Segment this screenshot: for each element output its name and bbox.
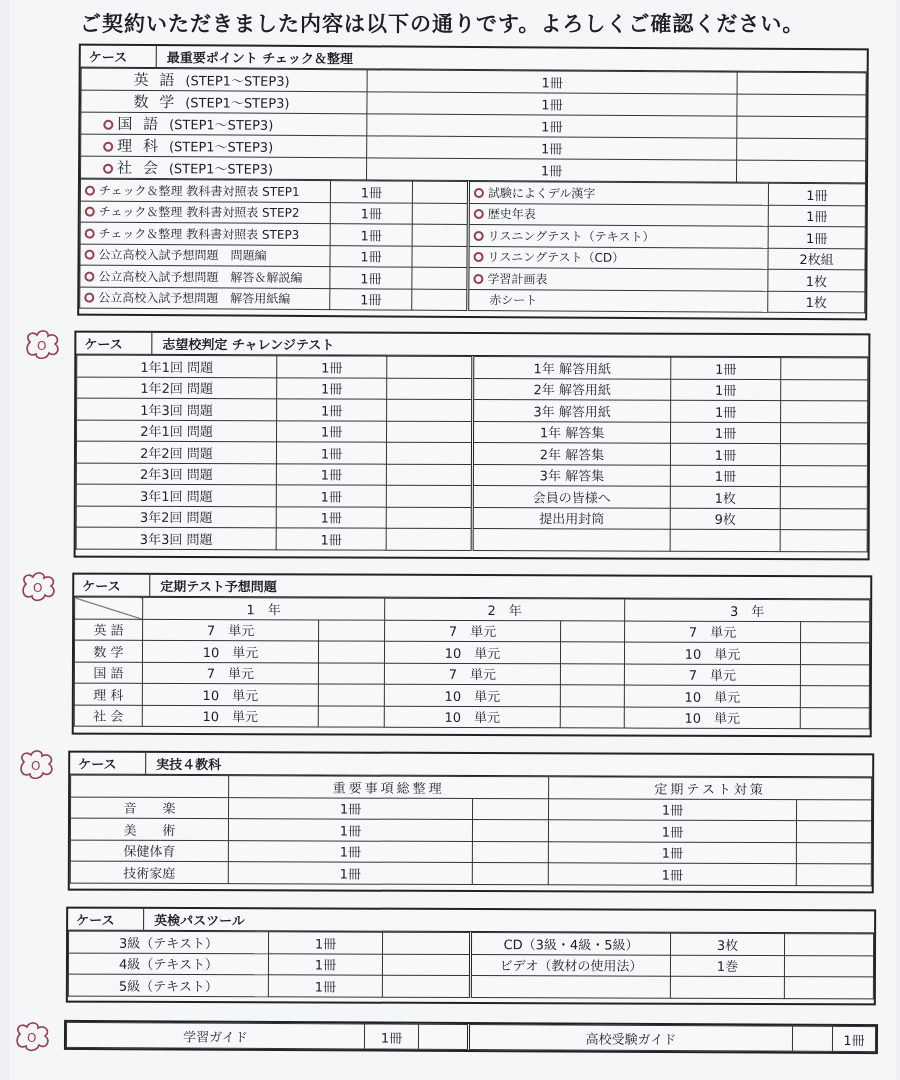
item-label: 5級（テキスト） bbox=[68, 974, 268, 996]
unit-count: 7 単元 bbox=[625, 621, 801, 643]
item-qty: 3枚 bbox=[671, 933, 785, 955]
item-qty: 1枚 bbox=[768, 291, 865, 313]
item-row bbox=[68, 953, 873, 977]
blank-cell bbox=[386, 507, 472, 529]
blank-cell bbox=[800, 664, 869, 686]
check-circle-icon bbox=[84, 271, 94, 281]
check-circle-icon bbox=[85, 185, 95, 195]
subject-name: 数 学 bbox=[133, 92, 178, 112]
test-qty: 1冊 bbox=[276, 463, 386, 485]
subject-row bbox=[74, 705, 869, 729]
test-label: 1年 解答集 bbox=[473, 421, 671, 443]
test-row bbox=[77, 398, 868, 422]
subject-name: 国 語 bbox=[74, 662, 142, 684]
unit-count: 7 単元 bbox=[384, 663, 560, 685]
flower-doodle-icon bbox=[22, 328, 64, 362]
test-label: 提出用封筒 bbox=[472, 507, 670, 529]
item-qty: 1冊 bbox=[330, 245, 412, 267]
blank-cell bbox=[412, 267, 468, 289]
blank-cell bbox=[473, 798, 549, 820]
item-qty: 1巻 bbox=[670, 955, 784, 977]
item-qty: 1冊 bbox=[330, 288, 412, 310]
test-qty: 1冊 bbox=[671, 422, 781, 444]
case-2-header bbox=[76, 333, 868, 358]
case-1-subject-table bbox=[80, 68, 867, 184]
test-label: 1年1回 問題 bbox=[77, 355, 277, 377]
item-qty: 1冊 bbox=[548, 841, 796, 863]
test-label: 1年 解答用紙 bbox=[473, 357, 671, 379]
flower-doodle-icon bbox=[18, 570, 60, 604]
subject-qty: 1冊 bbox=[367, 158, 737, 182]
item-label bbox=[80, 201, 330, 224]
unit-count: 10 単元 bbox=[624, 707, 800, 729]
test-qty: 1冊 bbox=[277, 420, 387, 442]
column-header-row bbox=[71, 775, 872, 799]
item-label bbox=[468, 289, 768, 312]
subject-name: 理 科 bbox=[117, 136, 162, 156]
test-row bbox=[76, 441, 867, 465]
subject-row bbox=[74, 662, 869, 686]
test-qty: 1冊 bbox=[670, 465, 780, 487]
case-label: ケース bbox=[81, 46, 157, 67]
blank-cell bbox=[781, 379, 868, 401]
svg-text:O: O bbox=[33, 581, 43, 595]
check-circle-icon bbox=[85, 250, 95, 260]
unit-count: 10 単元 bbox=[624, 642, 800, 664]
item-qty: 1冊 bbox=[768, 183, 865, 205]
guide-table bbox=[66, 1022, 876, 1052]
subject-cell bbox=[81, 134, 367, 158]
blank-cell bbox=[319, 619, 385, 641]
case-2-section bbox=[74, 331, 871, 561]
subject-range: (STEP1～STEP3) bbox=[185, 74, 290, 90]
blank-cell bbox=[737, 116, 866, 139]
case-5-section bbox=[66, 907, 876, 1006]
item-qty: 1冊 bbox=[330, 202, 412, 224]
subject-row bbox=[70, 861, 871, 885]
study-guide-qty: 1冊 bbox=[364, 1024, 418, 1049]
item-qty: 1冊 bbox=[229, 797, 473, 819]
item-label bbox=[80, 179, 330, 202]
subject-cell bbox=[81, 112, 367, 136]
case-1-item-table bbox=[79, 179, 866, 314]
item-qty: 1冊 bbox=[228, 862, 472, 884]
check-circle-icon bbox=[473, 274, 483, 284]
subject-name: 技術家庭 bbox=[70, 861, 228, 883]
subject-qty: 1冊 bbox=[367, 92, 737, 116]
test-label: 1年3回 問題 bbox=[77, 398, 277, 420]
item-qty: 1枚 bbox=[768, 269, 865, 291]
blank-cell bbox=[780, 530, 867, 552]
check-circle-icon bbox=[103, 120, 113, 130]
test-label: 2年2回 問題 bbox=[76, 441, 276, 463]
test-label: 会員の皆様へ bbox=[472, 486, 670, 508]
exam-guide-label: 高校受験ガイド bbox=[468, 1024, 792, 1051]
blank-cell bbox=[737, 72, 866, 95]
item-qty: 1冊 bbox=[548, 863, 796, 885]
item-text: リスニングテスト（CD） bbox=[487, 250, 625, 266]
item-row bbox=[69, 931, 874, 955]
unit-count: 10 単元 bbox=[142, 705, 318, 727]
item-qty: 2枚組 bbox=[768, 248, 865, 270]
column-header: 定期テスト対策 bbox=[549, 777, 872, 800]
test-qty: 1枚 bbox=[670, 486, 780, 508]
guide-row bbox=[64, 1020, 878, 1054]
case-label: ケース bbox=[68, 909, 144, 930]
blank-cell bbox=[560, 642, 624, 664]
blank-cell bbox=[412, 246, 468, 268]
item-qty: 1冊 bbox=[330, 224, 412, 246]
blank-cell bbox=[796, 864, 871, 886]
subject-qty: 1冊 bbox=[367, 70, 737, 94]
subject-name: 社 会 bbox=[74, 705, 142, 727]
unit-count: 7 単元 bbox=[624, 664, 800, 686]
test-qty: 1冊 bbox=[276, 506, 386, 528]
item-label: 4級（テキスト） bbox=[68, 953, 268, 975]
check-circle-icon bbox=[474, 231, 484, 241]
case-2-table bbox=[76, 355, 869, 552]
column-header: 重要事項総整理 bbox=[229, 776, 549, 799]
blank-cell bbox=[560, 663, 624, 685]
svg-text:O: O bbox=[31, 759, 41, 773]
subject-qty: 1冊 bbox=[367, 136, 737, 160]
blank-cell bbox=[801, 621, 870, 643]
item-label: ビデオ（教材の使用法） bbox=[470, 954, 670, 976]
item-label bbox=[468, 246, 768, 269]
subject-name: 英 語 bbox=[133, 70, 178, 90]
item-qty: 1冊 bbox=[228, 819, 472, 841]
item-label bbox=[468, 203, 768, 226]
unit-count: 10 単元 bbox=[384, 684, 560, 706]
blank-cell bbox=[797, 799, 872, 821]
item-label bbox=[468, 267, 768, 290]
unit-count: 10 単元 bbox=[384, 706, 560, 728]
test-row bbox=[77, 377, 868, 401]
blank-cell bbox=[318, 705, 384, 727]
item-text: 試験によくデル漢字 bbox=[487, 185, 596, 201]
case-label: ケース bbox=[74, 575, 150, 596]
blank-cell bbox=[383, 932, 471, 954]
blank-cell bbox=[800, 686, 869, 708]
blank-cell bbox=[472, 863, 548, 885]
item-label bbox=[468, 224, 768, 247]
test-label: 3年2回 問題 bbox=[76, 506, 276, 528]
item-text: チェック＆整理 教科書対照表 STEP3 bbox=[98, 226, 300, 242]
blank-cell bbox=[784, 955, 873, 977]
blank-cell bbox=[796, 842, 871, 864]
flower-doodle-icon bbox=[12, 1020, 54, 1054]
test-row bbox=[77, 420, 868, 444]
item-text: リスニングテスト（テキスト） bbox=[487, 228, 655, 244]
flower-doodle-icon bbox=[16, 748, 58, 782]
subject-range: (STEP1～STEP3) bbox=[168, 140, 274, 156]
test-label: 3年1回 問題 bbox=[76, 484, 276, 506]
svg-text:O: O bbox=[37, 339, 47, 353]
blank-cell bbox=[785, 934, 874, 956]
item-label bbox=[470, 975, 670, 997]
blank-cell bbox=[412, 289, 468, 311]
check-circle-icon bbox=[85, 207, 95, 217]
test-label: 3年 解答用紙 bbox=[473, 400, 671, 422]
blank-cell bbox=[71, 775, 229, 797]
case-5-table bbox=[68, 931, 874, 999]
test-qty: 1冊 bbox=[277, 377, 387, 399]
test-qty: 1冊 bbox=[276, 442, 386, 464]
item-row bbox=[80, 287, 865, 313]
unit-count: 10 単元 bbox=[624, 685, 800, 707]
blank-cell bbox=[412, 203, 468, 225]
case-3-header bbox=[74, 575, 870, 600]
blank-cell bbox=[472, 820, 548, 842]
subject-range: (STEP1～STEP3) bbox=[168, 162, 274, 178]
case-3-section bbox=[72, 573, 873, 738]
subject-range: (STEP1～STEP3) bbox=[185, 96, 290, 112]
case-5-header bbox=[68, 909, 874, 934]
case-5-title: 英検パスツール bbox=[154, 913, 245, 930]
diagonal-corner-cell bbox=[75, 597, 143, 619]
blank-cell bbox=[737, 160, 866, 183]
item-qty: 1冊 bbox=[548, 820, 796, 842]
subject-cell bbox=[81, 90, 367, 114]
year-header: 2 年 bbox=[385, 598, 625, 620]
blank-cell bbox=[781, 401, 868, 423]
test-qty: 1冊 bbox=[277, 399, 387, 421]
blank-cell bbox=[387, 421, 473, 443]
case-4-header bbox=[70, 753, 872, 778]
blank-cell bbox=[780, 508, 867, 530]
test-qty bbox=[670, 529, 780, 551]
blank-cell bbox=[560, 706, 624, 728]
item-qty: 1冊 bbox=[268, 975, 382, 997]
case-3-title: 定期テスト予想問題 bbox=[160, 579, 277, 596]
study-guide-label: 学習ガイド bbox=[66, 1022, 364, 1049]
case-4-title: 実技４教科 bbox=[156, 757, 222, 774]
item-qty: 1冊 bbox=[330, 267, 412, 289]
blank-cell bbox=[780, 487, 867, 509]
case-label: ケース bbox=[76, 333, 152, 354]
blank-cell bbox=[800, 643, 869, 665]
test-label bbox=[472, 529, 670, 551]
item-qty: 1冊 bbox=[330, 181, 412, 203]
item-label bbox=[80, 287, 330, 310]
unit-count: 7 単元 bbox=[142, 662, 318, 684]
test-qty: 1冊 bbox=[277, 356, 387, 378]
item-text: 公立高校入試予想問題 解答＆解説編 bbox=[98, 269, 303, 285]
blank-cell bbox=[382, 975, 470, 997]
item-text: 公立高校入試予想問題 解答用紙編 bbox=[98, 290, 291, 307]
item-text: 学習計画表 bbox=[487, 271, 548, 287]
item-qty: 1冊 bbox=[269, 932, 383, 954]
item-text: 公立高校入試予想問題 問題編 bbox=[98, 247, 267, 263]
check-circle-icon bbox=[103, 164, 113, 174]
item-label: CD（3級・4級・5級） bbox=[471, 932, 671, 954]
blank-cell bbox=[412, 224, 468, 246]
test-label: 3年 解答集 bbox=[472, 464, 670, 486]
blank-cell bbox=[800, 707, 869, 729]
item-qty: 1冊 bbox=[228, 840, 472, 862]
item-text: チェック＆整理 教科書対照表 STEP2 bbox=[98, 204, 300, 221]
test-label: 2年 解答用紙 bbox=[473, 378, 671, 400]
check-circle-icon bbox=[474, 188, 484, 198]
case-1-section bbox=[77, 44, 869, 321]
subject-name: 社 会 bbox=[117, 158, 161, 178]
blank-cell bbox=[784, 977, 873, 999]
blank-cell bbox=[472, 841, 548, 863]
check-circle-icon bbox=[474, 209, 484, 219]
subject-row bbox=[70, 818, 871, 842]
blank-cell bbox=[387, 378, 473, 400]
blank-cell bbox=[560, 685, 624, 707]
test-row bbox=[76, 527, 867, 551]
blank-cell bbox=[386, 485, 472, 507]
blank-cell bbox=[318, 684, 384, 706]
blank-cell bbox=[780, 444, 867, 466]
blank-cell bbox=[382, 954, 470, 976]
blank-cell bbox=[387, 399, 473, 421]
case-3-table bbox=[74, 597, 870, 730]
test-row bbox=[77, 355, 868, 379]
unit-count: 7 単元 bbox=[143, 619, 319, 641]
test-qty: 1冊 bbox=[276, 528, 386, 550]
blank-cell bbox=[737, 138, 866, 161]
unit-count: 10 単元 bbox=[384, 641, 560, 663]
item-qty: 1冊 bbox=[268, 953, 382, 975]
blank-cell bbox=[412, 181, 468, 203]
blank-cell bbox=[386, 442, 472, 464]
page-heading: ご契約いただきました内容は以下の通りです。よろしくご確認ください。 bbox=[80, 12, 805, 36]
test-label: 1年2回 問題 bbox=[77, 377, 277, 399]
subject-row bbox=[75, 619, 870, 643]
blank-cell bbox=[781, 422, 868, 444]
case-2-title: 志望校判定 チャレンジテスト bbox=[162, 337, 335, 354]
item-label bbox=[80, 244, 330, 267]
year-header: 1 年 bbox=[143, 597, 385, 619]
test-label: 2年 解答集 bbox=[472, 443, 670, 465]
item-label bbox=[80, 222, 330, 245]
subject-row bbox=[74, 683, 869, 707]
test-label: 2年3回 問題 bbox=[76, 463, 276, 485]
case-4-table bbox=[70, 775, 872, 886]
case-4-section bbox=[68, 751, 874, 894]
item-text: 赤シート bbox=[489, 293, 538, 308]
exam-guide-qty: 1冊 bbox=[832, 1026, 875, 1051]
subject-name: 英 語 bbox=[75, 619, 143, 641]
case-1-title: 最重要ポイント チェック＆整理 bbox=[166, 51, 353, 68]
item-qty: 1冊 bbox=[768, 226, 865, 248]
subject-cell bbox=[81, 68, 367, 92]
test-qty: 1冊 bbox=[276, 485, 386, 507]
subject-name: 美 術 bbox=[70, 818, 228, 840]
check-circle-icon bbox=[103, 142, 113, 152]
test-qty: 1冊 bbox=[671, 379, 781, 401]
svg-text:O: O bbox=[27, 1031, 37, 1045]
blank-cell bbox=[318, 641, 384, 663]
blank-cell bbox=[318, 662, 384, 684]
check-circle-icon bbox=[474, 252, 484, 262]
item-label bbox=[468, 181, 768, 204]
blank-cell bbox=[561, 620, 625, 642]
item-label bbox=[80, 265, 330, 288]
case-label: ケース bbox=[70, 753, 146, 774]
item-qty bbox=[670, 976, 784, 998]
item-qty: 1冊 bbox=[768, 205, 865, 227]
blank-cell bbox=[386, 464, 472, 486]
unit-count: 7 単元 bbox=[385, 620, 561, 642]
blank-cell bbox=[737, 94, 866, 117]
year-header-row bbox=[75, 597, 870, 621]
blank-cell bbox=[781, 358, 868, 380]
subject-name: 保健体育 bbox=[70, 840, 228, 862]
subject-name: 数 学 bbox=[74, 640, 142, 662]
subject-name: 国 語 bbox=[117, 114, 162, 134]
unit-count: 10 単元 bbox=[142, 683, 318, 705]
subject-name: 理 科 bbox=[74, 683, 142, 705]
subject-qty: 1冊 bbox=[367, 114, 737, 138]
test-qty: 1冊 bbox=[671, 400, 781, 422]
subject-row bbox=[74, 640, 869, 664]
blank-cell bbox=[386, 528, 472, 550]
blank-cell bbox=[780, 465, 867, 487]
subject-row bbox=[71, 797, 872, 821]
test-qty: 9枚 bbox=[670, 508, 780, 530]
blank-cell bbox=[387, 356, 473, 378]
check-circle-icon bbox=[85, 228, 95, 238]
test-label: 2年1回 問題 bbox=[77, 420, 277, 442]
item-label: 3級（テキスト） bbox=[69, 931, 269, 953]
test-label: 3年3回 問題 bbox=[76, 527, 276, 549]
blank-cell bbox=[796, 821, 871, 843]
test-row bbox=[76, 506, 867, 530]
item-row bbox=[68, 974, 873, 998]
test-qty: 1冊 bbox=[671, 357, 781, 379]
item-qty: 1冊 bbox=[549, 798, 797, 820]
item-text: 歴史年表 bbox=[487, 207, 536, 222]
subject-cell bbox=[81, 156, 367, 180]
year-header: 3 年 bbox=[625, 599, 870, 621]
subject-row bbox=[70, 840, 871, 864]
test-row bbox=[76, 463, 867, 487]
check-circle-icon bbox=[84, 293, 94, 303]
subject-range: (STEP1～STEP3) bbox=[169, 118, 274, 134]
test-qty: 1冊 bbox=[670, 443, 780, 465]
item-text: チェック＆整理 教科書対照表 STEP1 bbox=[98, 183, 300, 199]
unit-count: 10 単元 bbox=[142, 640, 318, 662]
test-row bbox=[76, 484, 867, 508]
subject-name: 音 楽 bbox=[71, 797, 229, 819]
